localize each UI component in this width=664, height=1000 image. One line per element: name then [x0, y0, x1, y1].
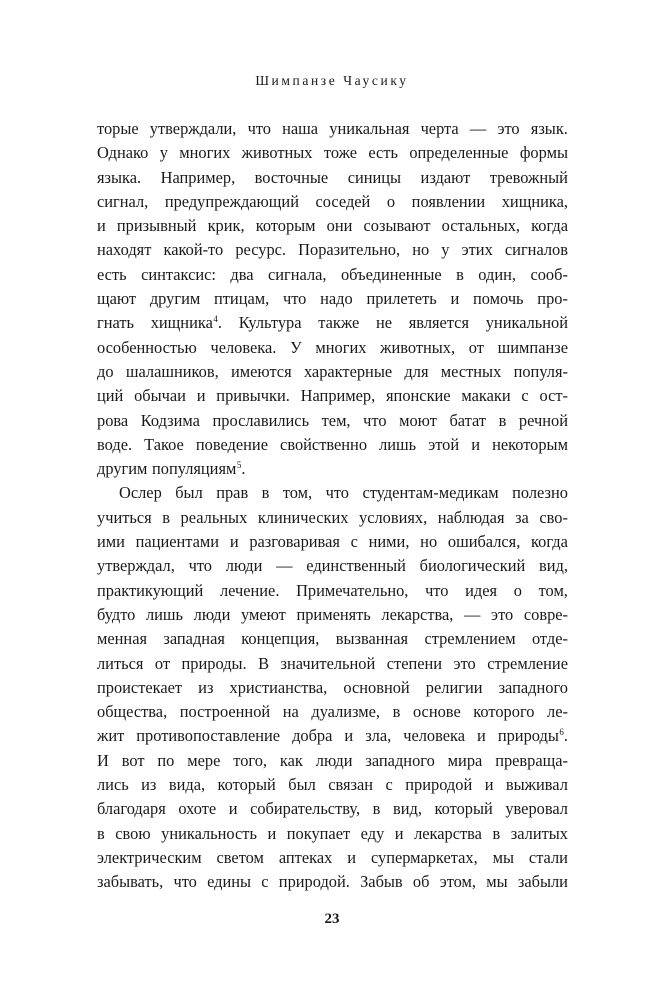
word: менная	[97, 629, 148, 649]
word: другим	[149, 289, 201, 309]
word: привычки.	[216, 386, 290, 406]
word: поведение	[195, 434, 268, 454]
word: отде-	[531, 629, 568, 649]
word: уникальной	[485, 313, 568, 333]
word: об	[412, 872, 430, 892]
text-line	[97, 627, 568, 651]
word: призывный	[116, 216, 197, 236]
text-line	[97, 506, 568, 530]
text-line	[97, 336, 568, 360]
word: разговаривая	[249, 532, 340, 552]
word: особенностью	[97, 337, 197, 357]
word: языка.	[97, 167, 142, 187]
text-line	[97, 481, 568, 505]
word: что	[325, 483, 349, 503]
word: основной	[343, 677, 410, 697]
word: животных,	[380, 337, 456, 357]
text-line	[97, 311, 568, 335]
text-line	[97, 238, 568, 262]
word: ими	[97, 532, 125, 552]
word: литься	[97, 653, 144, 673]
word: и	[477, 726, 486, 746]
word: жит	[97, 726, 125, 746]
word: идея	[465, 580, 498, 600]
word: сигнала,	[268, 264, 327, 284]
word: Забыв	[360, 872, 403, 892]
word: клинических	[257, 507, 349, 527]
word: степени	[386, 653, 443, 673]
word: значительной	[280, 653, 376, 673]
word: супермаркетах,	[370, 847, 478, 867]
word: соседей	[315, 191, 371, 211]
word: того,	[233, 750, 268, 770]
word: стремление	[487, 653, 568, 673]
word: это	[497, 119, 520, 138]
word: в	[392, 702, 401, 722]
word: у	[441, 240, 450, 260]
text-line	[97, 384, 568, 408]
word: и	[196, 386, 206, 406]
word: из	[141, 775, 157, 795]
word: крик,	[207, 216, 245, 236]
word: природой	[405, 775, 473, 795]
word: полезно	[512, 483, 568, 503]
word: применять	[296, 604, 371, 624]
word: будто	[97, 604, 136, 624]
word: которого	[473, 702, 535, 722]
word: объединенные	[340, 264, 442, 284]
word: шалашников,	[125, 361, 219, 381]
word: И	[97, 750, 109, 770]
word: электрическим	[97, 847, 202, 867]
word: что	[188, 556, 212, 576]
word: сигналов	[504, 240, 568, 260]
word: мы	[492, 847, 514, 867]
word: этом,	[439, 872, 477, 892]
word: и	[229, 532, 239, 552]
word: мы	[486, 872, 508, 892]
word: что	[425, 580, 449, 600]
text-line	[97, 166, 568, 190]
word: определенные	[409, 143, 509, 163]
word: прославились	[212, 410, 310, 430]
word: —	[464, 604, 481, 624]
word: вида,	[168, 775, 206, 795]
word: помочь	[473, 289, 524, 309]
word: противопоставление	[136, 726, 281, 746]
word: о	[386, 191, 396, 211]
word: Культура	[238, 313, 302, 333]
word: ресурс.	[235, 240, 287, 260]
text-line	[97, 360, 568, 384]
text-line	[97, 773, 568, 797]
word: и	[471, 434, 480, 454]
word: животных	[241, 143, 313, 163]
word: многих	[315, 337, 367, 357]
word: этой	[428, 434, 460, 454]
word: люди	[225, 556, 263, 576]
word: лись	[97, 775, 129, 795]
word: свойственно	[280, 434, 368, 454]
word: торые	[97, 119, 139, 138]
word: и	[347, 847, 357, 867]
word: на	[282, 702, 299, 722]
word: забыли	[517, 872, 568, 892]
word: биологический	[419, 556, 526, 576]
text-line	[97, 530, 568, 554]
word: наблюдая	[437, 507, 505, 527]
word: один,	[478, 264, 516, 284]
word: но	[412, 240, 430, 260]
word: находят	[97, 240, 152, 260]
word: многих	[179, 143, 231, 163]
word: синтаксис:	[141, 264, 216, 284]
text-line	[97, 263, 568, 287]
word: с	[350, 532, 358, 552]
word: прилететь	[366, 289, 437, 309]
word: по	[157, 750, 175, 770]
word: в	[498, 410, 507, 430]
word: это	[453, 653, 476, 673]
word: забывать,	[97, 872, 164, 892]
word: люди	[315, 750, 353, 770]
word: и	[394, 823, 404, 843]
word: когда	[531, 532, 568, 552]
text-line	[97, 822, 568, 846]
footnote-marker[interactable]: 4	[213, 314, 218, 325]
word: есть	[97, 264, 127, 284]
text-line	[97, 457, 568, 481]
word: ними,	[368, 532, 410, 552]
word: собирательству,	[250, 799, 361, 819]
word: характерные	[303, 361, 393, 381]
word: совре-	[523, 604, 568, 624]
word: Кодзима	[140, 410, 200, 430]
word: от	[154, 653, 171, 673]
word: восточные	[254, 167, 329, 187]
word: построенной	[179, 702, 271, 722]
word: моют	[399, 410, 437, 430]
word: до	[97, 361, 114, 381]
page-number: 23	[324, 911, 340, 927]
body-text	[97, 117, 568, 895]
word: является	[408, 313, 469, 333]
text-line	[97, 724, 568, 748]
text-line	[97, 433, 568, 457]
text-line	[97, 797, 568, 821]
word: когда	[531, 216, 568, 236]
word: это	[491, 604, 514, 624]
word: с	[521, 386, 529, 406]
word: предупреждающий	[164, 191, 299, 211]
word: и	[450, 289, 460, 309]
word: Однако	[97, 143, 149, 163]
word: проистекает	[97, 677, 183, 697]
word: не	[375, 313, 393, 333]
word: лекарства	[414, 823, 482, 843]
word: природы.	[181, 653, 247, 673]
word: что	[363, 410, 387, 430]
word: люди	[193, 604, 231, 624]
word: и	[344, 726, 354, 746]
word: в	[261, 483, 270, 503]
word: Такое	[144, 434, 184, 454]
word: в	[162, 507, 170, 527]
text-line	[97, 117, 568, 141]
word: о	[513, 580, 522, 600]
word: что	[247, 119, 271, 138]
word: как	[279, 750, 303, 770]
word: западного	[365, 750, 435, 770]
word: формы	[519, 143, 568, 163]
word: природы$^6$.	[497, 726, 568, 746]
word: человека.	[210, 337, 277, 357]
text-line	[97, 141, 568, 165]
word: щают	[97, 289, 137, 309]
word: язык.	[530, 119, 568, 138]
word: практикующий	[97, 580, 204, 600]
word: концепция,	[241, 629, 320, 649]
word: превраща-	[495, 750, 568, 770]
word: про-	[537, 289, 568, 309]
word: выживал	[505, 775, 568, 795]
word: Примечательно,	[296, 580, 409, 600]
word: ошибался,	[447, 532, 521, 552]
word: некоторым	[492, 434, 568, 454]
word: есть	[368, 143, 398, 163]
text-line	[97, 287, 568, 311]
word: и	[97, 216, 106, 236]
word: стремлением	[424, 629, 516, 649]
text-line	[97, 603, 568, 627]
word: залитых	[510, 823, 568, 843]
word: пациентами	[135, 532, 220, 552]
word: черта	[420, 119, 459, 138]
text-line	[97, 409, 568, 433]
word: вид,	[392, 799, 422, 819]
word: уверовал	[505, 799, 568, 819]
word: вид,	[539, 556, 568, 576]
word: мира	[447, 750, 483, 770]
word: ций	[97, 386, 124, 406]
word: Поразительно,	[298, 240, 401, 260]
text-line	[97, 214, 568, 238]
word: остальных,	[441, 216, 521, 236]
word: местных	[440, 361, 502, 381]
word: рова	[97, 410, 129, 430]
word: реальных	[180, 507, 248, 527]
word: что	[173, 872, 197, 892]
word: созывают	[363, 216, 431, 236]
word: макаки	[461, 386, 511, 406]
word: тревожный	[489, 167, 568, 187]
word: религии	[425, 677, 483, 697]
word: какой-то	[163, 240, 224, 260]
word: благодаря	[97, 799, 166, 819]
word: в	[456, 264, 464, 284]
word: вот	[121, 750, 145, 770]
word: том,	[538, 580, 568, 600]
word: еду	[360, 823, 385, 843]
word: обычаи	[134, 386, 186, 406]
word: с	[385, 775, 393, 795]
word: синицы	[347, 167, 402, 187]
word: лекарства,	[381, 604, 454, 624]
word: аптеках	[278, 847, 333, 867]
word: в	[372, 799, 381, 819]
word: Ослер	[119, 483, 162, 503]
word: тем,	[321, 410, 351, 430]
word: прав	[216, 483, 249, 503]
word: с	[261, 872, 269, 892]
word: свою	[115, 823, 151, 843]
word: В	[258, 653, 270, 673]
word: стали	[528, 847, 568, 867]
text-line	[97, 846, 568, 870]
word: у	[159, 143, 168, 163]
word: и	[267, 823, 277, 843]
word: что	[282, 289, 307, 309]
word: также	[318, 313, 360, 333]
word: птицам,	[213, 289, 270, 309]
word: и	[484, 775, 494, 795]
word: связан	[328, 775, 374, 795]
word: Например,	[300, 386, 376, 406]
word: том,	[282, 483, 313, 503]
word: основе	[412, 702, 461, 722]
word: едины	[207, 872, 252, 892]
word: сво-	[539, 507, 568, 527]
word: этих	[461, 240, 493, 260]
word: тоже	[323, 143, 357, 163]
word: появлении	[411, 191, 486, 211]
text-line	[97, 554, 568, 578]
word: утверждали,	[149, 119, 237, 138]
word: для	[404, 361, 429, 381]
word: который	[217, 775, 276, 795]
word: которым	[255, 216, 316, 236]
word: мере	[187, 750, 221, 770]
word: гнать	[97, 313, 134, 333]
word: они	[326, 216, 353, 236]
text-line	[97, 190, 568, 214]
word: популя-	[513, 361, 568, 381]
text-line	[97, 870, 568, 894]
word: надо	[320, 289, 353, 309]
text-line	[97, 749, 568, 773]
word: другим	[97, 459, 148, 479]
word: покупает	[286, 823, 351, 843]
word: в	[492, 823, 501, 843]
word: издают	[420, 167, 471, 187]
word: наша	[282, 119, 319, 138]
word: уникальность	[161, 823, 257, 843]
word: лишь	[379, 434, 417, 454]
word: зла,	[365, 726, 392, 746]
word: единственный	[306, 556, 406, 576]
word: имеются	[231, 361, 292, 381]
word: У	[290, 337, 302, 357]
word: который	[434, 799, 493, 819]
word: —	[469, 119, 487, 138]
word: был	[175, 483, 203, 503]
word: хищника,	[501, 191, 568, 211]
footnote-marker[interactable]: 6	[559, 727, 564, 738]
word: добра	[292, 726, 333, 746]
word: сооб-	[530, 264, 568, 284]
word: западная	[163, 629, 225, 649]
word: японские	[386, 386, 451, 406]
word: природой.	[278, 872, 350, 892]
text-line	[97, 652, 568, 676]
word: шимпанзе	[497, 337, 568, 357]
word: и	[228, 799, 238, 819]
word: лишь	[145, 604, 184, 624]
footnote-marker[interactable]: 5	[236, 460, 242, 471]
word: учиться	[97, 507, 152, 527]
word: два	[230, 264, 254, 284]
word: ост-	[539, 386, 568, 406]
word: вызванная	[335, 629, 409, 649]
word: от	[468, 337, 484, 357]
word: хищника$^4$.	[150, 313, 222, 333]
word: за	[515, 507, 529, 527]
word: речной	[518, 410, 568, 430]
word: дуализме,	[311, 702, 381, 722]
word: —	[276, 556, 293, 576]
word: сигнал,	[97, 191, 149, 211]
word: Например,	[160, 167, 236, 187]
text-line	[97, 676, 568, 700]
word: христианства,	[229, 677, 328, 697]
word: лечение.	[219, 580, 280, 600]
text-line	[97, 700, 568, 724]
word: западного	[498, 677, 568, 697]
word: утверждал,	[97, 556, 175, 576]
word: умеют	[241, 604, 286, 624]
word: из	[198, 677, 214, 697]
word: охоте	[178, 799, 217, 819]
word: но	[420, 532, 438, 552]
word: уникальная	[329, 119, 410, 138]
word: популяциям$^5$.	[151, 459, 246, 479]
word: был	[288, 775, 316, 795]
word: батат	[449, 410, 487, 430]
word: воде.	[97, 434, 133, 454]
word: ле-	[547, 702, 568, 722]
word: светом	[216, 847, 264, 867]
word: условиях,	[359, 507, 428, 527]
word: студентам-медикам	[362, 483, 499, 503]
text-line	[97, 579, 568, 603]
word: в	[97, 823, 105, 843]
running-head: Шимпанзе Чаусику	[255, 73, 409, 88]
word: общества,	[97, 702, 168, 722]
word: человека	[403, 726, 466, 746]
